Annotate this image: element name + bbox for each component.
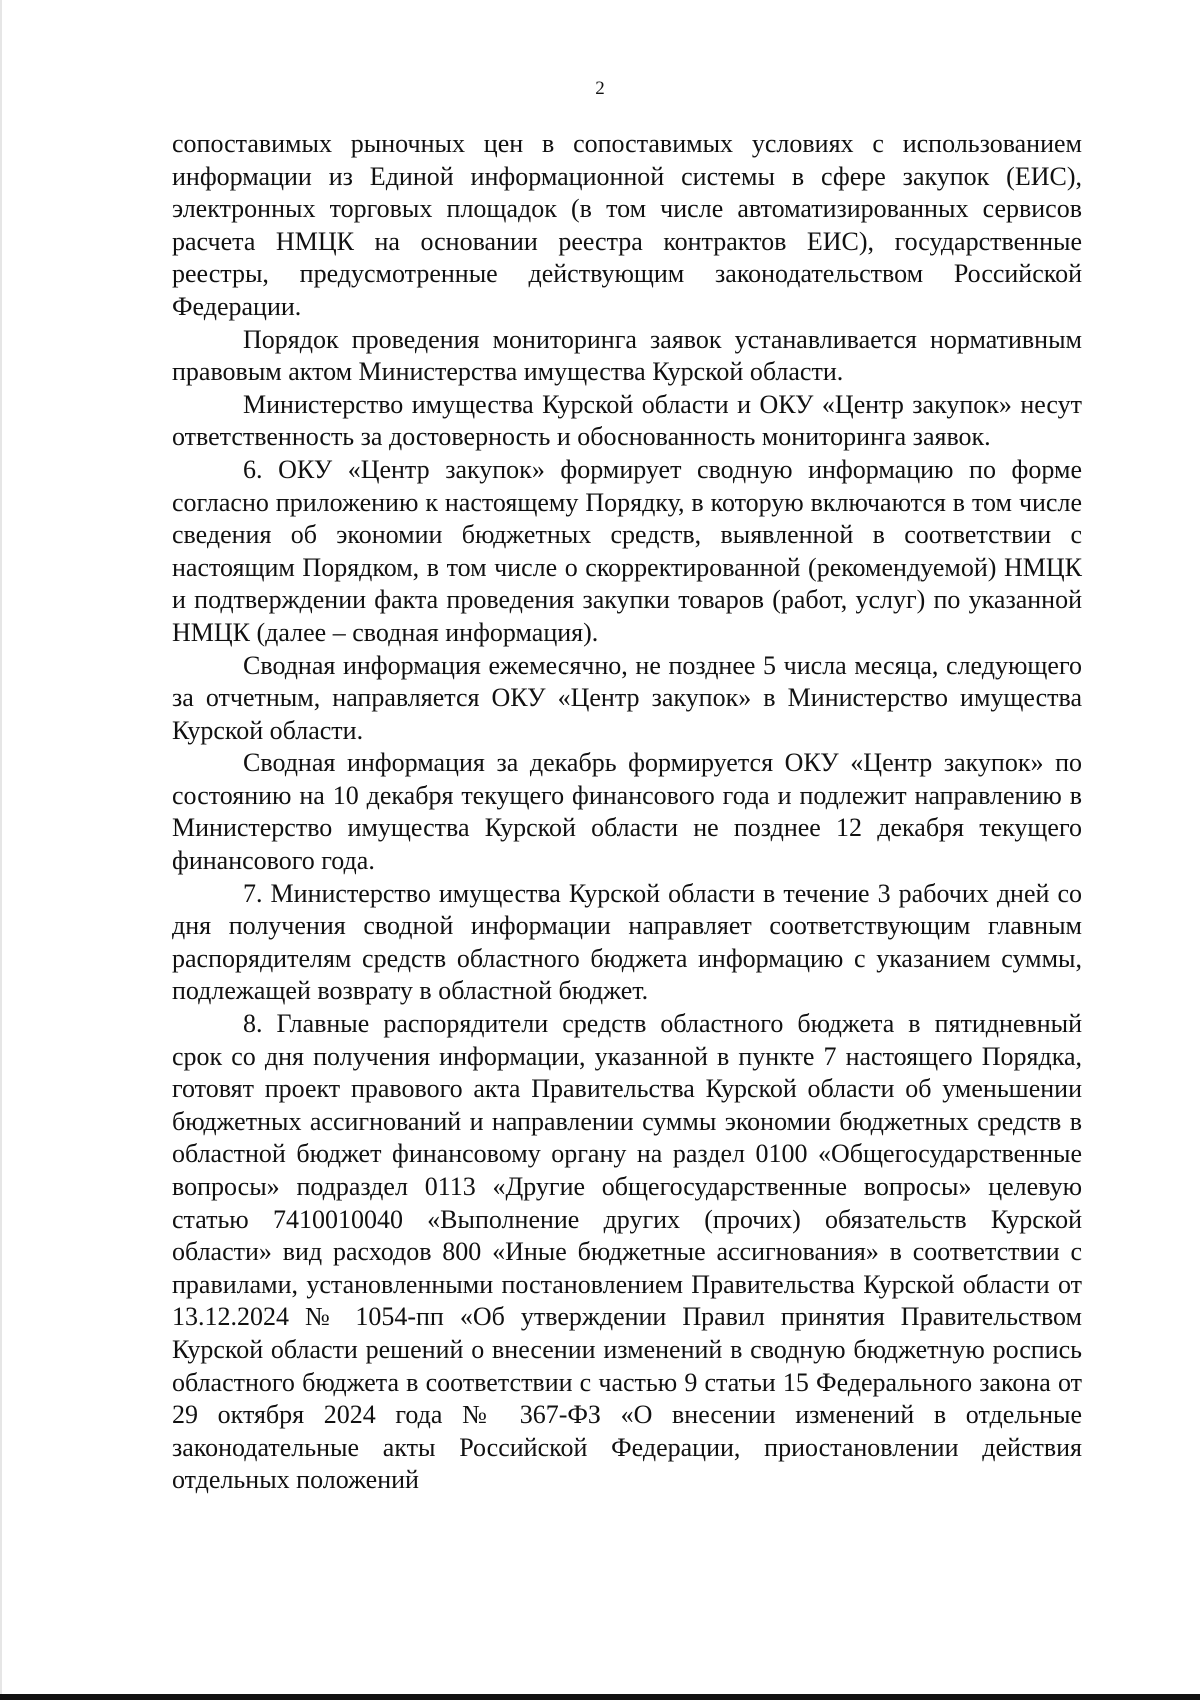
paragraph-responsibility: Министерство имущества Курской области и ОКУ «Центр закупок» несут ответственность за достоверность и обоснованность мониторинга заявок. [172, 389, 1082, 452]
scan-bottom-border [0, 1694, 1200, 1700]
paragraph-item-8: 8. Главные распорядители средств областного бюджета в пятидневный срок со дня получения информации, указанной в пункте 7 настоящего Порядка, готовят проект правового акта Правительства Курской области об уменьшении бюджетных ассигнований и направлении суммы экономии бюджетных средств в областной бюджет финансовому органу на раздел 0100 «Общегосударственные вопросы» подраздел 0113 «Другие общегосударственные вопросы» целевую статью 7410010040 «Выполнение других (прочих) обязательств Курской области» вид расходов 800 «Иные бюджетные ассигнования» в соответствии с правилами, установленными постановлением Правительства Курской области от 13.12.2024 № 1054-пп «Об утверждении Правил принятия Правительством Курской области решений о внесении изменений в сводную бюджетную роспись областного бюджета в соответствии с частью 9 статьи 15 Федерального закона от 29 октября 2024 года № 367-ФЗ «О внесении изменений в отдельные законодательные акты Российской Федерации, приостановлении действия отдельных положений [172, 1009, 1082, 1495]
paragraph-item-7: 7. Министерство имущества Курской области в течение 3 рабочих дней со дня получения сводной информации направляет соответствующим главным распорядителям средств областного бюджета информацию с указанием суммы, подлежащей возврату в областной бюджет. [172, 878, 1082, 1006]
paragraph-december-summary: Сводная информация за декабрь формируется ОКУ «Центр закупок» по состоянию на 10 декабря текущего финансового года и подлежит направлению в Министерство имущества Курской области не позднее 12 декабря текущего финансового года. [172, 748, 1082, 876]
paragraph-continuation: сопоставимых рыночных цен в сопоставимых условиях с использованием информации из Единой информационной системы в сфере закупок (ЕИС), электронных торговых площадок (в том числе автоматизированных сервисов расчета НМЦК на основании реестра контрактов ЕИС), государственные реестры, предусмотренные действующим законодательством Российской Федерации. [172, 129, 1082, 321]
paragraph-item-6: 6. ОКУ «Центр закупок» формирует сводную информацию по форме согласно приложению к настоящему Порядку, в которую включаются в том числе сведения об экономии бюджетных средств, выявленной в соответствии с настоящим Порядком, в том числе о скорректированной (рекомендуемой) НМЦК и подтверждении факта проведения закупки товаров (работ, услуг) по указанной НМЦК (далее – сводная информация). [172, 454, 1082, 647]
paragraph-monitoring-procedure: Порядок проведения мониторинга заявок устанавливается нормативным правовым актом Министерства имущества Курской области. [172, 324, 1082, 387]
scan-edge [0, 0, 2, 1700]
paragraph-monthly-summary: Сводная информация ежемесячно, не позднее 5 числа месяца, следующего за отчетным, направляется ОКУ «Центр закупок» в Министерство имущества Курской области. [172, 650, 1082, 745]
document-body [172, 128, 1082, 1497]
page-number: 2 [595, 78, 605, 99]
